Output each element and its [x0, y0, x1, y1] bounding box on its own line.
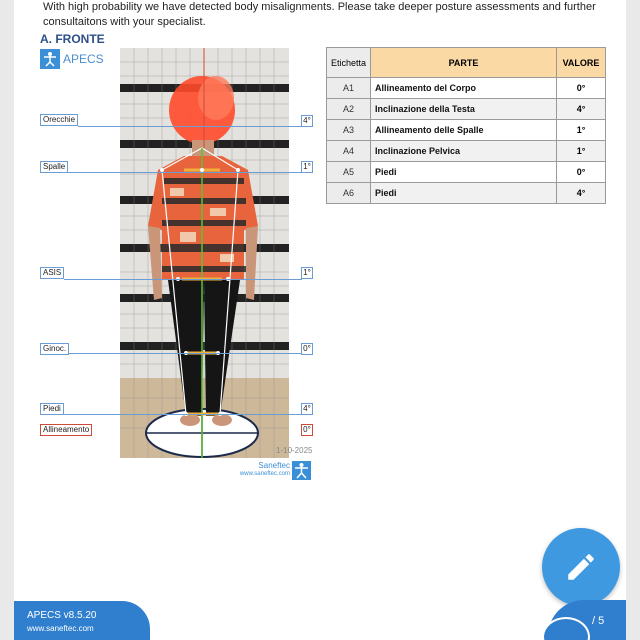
- row-part: Inclinazione Pelvica: [371, 141, 557, 162]
- row-value: 0°: [557, 78, 606, 99]
- row-tag: A5: [327, 162, 371, 183]
- row-value: 4°: [557, 183, 606, 204]
- saneftec-logo-icon: [292, 461, 311, 480]
- table-row: [327, 141, 606, 162]
- table-row: [327, 120, 606, 141]
- section-title: A. FRONTE: [40, 32, 105, 46]
- row-tag: A2: [327, 99, 371, 120]
- row-tag: A4: [327, 141, 371, 162]
- row-part: Piedi: [371, 162, 557, 183]
- page-count: / 5: [592, 615, 605, 627]
- row-part: Allineamento delle Spalle: [371, 120, 557, 141]
- label-ginoc: Ginoc.: [40, 343, 69, 355]
- brand-signature: [238, 461, 290, 479]
- row-value: 1°: [557, 120, 606, 141]
- table-row: [327, 78, 606, 99]
- vitruvian-icon: [40, 49, 60, 69]
- edit-fab-button[interactable]: [542, 528, 620, 606]
- value-asis: 1°: [301, 267, 313, 279]
- apecs-logo: [40, 49, 104, 69]
- label-orecchie: Orecchie: [40, 114, 78, 126]
- header-parte: PARTE: [371, 48, 557, 78]
- table-row: [327, 162, 606, 183]
- table-row: [327, 183, 606, 204]
- label-spalle: Spalle: [40, 161, 68, 173]
- header-valore: VALORE: [557, 48, 606, 78]
- table-header-row: [327, 48, 606, 78]
- label-allineamento: Allineamento: [40, 424, 92, 436]
- row-tag: A1: [327, 78, 371, 99]
- row-part: Allineamento del Corpo: [371, 78, 557, 99]
- value-ginoc: 0°: [301, 343, 313, 355]
- guide-line-piedi: [64, 414, 302, 415]
- report-page: [14, 0, 626, 640]
- table-row: [327, 99, 606, 120]
- pencil-icon: [564, 550, 598, 584]
- guide-line-ginoc: [68, 353, 302, 354]
- row-tag: A6: [327, 183, 371, 204]
- value-piedi: 4°: [301, 403, 313, 415]
- value-allineamento: 0°: [301, 424, 313, 436]
- row-part: Inclinazione della Testa: [371, 99, 557, 120]
- guide-line-orecchie: [78, 126, 302, 127]
- row-value: 1°: [557, 141, 606, 162]
- value-spalle: 1°: [301, 161, 313, 173]
- footer-url[interactable]: www.saneftec.com: [27, 624, 94, 633]
- app-footer: [14, 601, 150, 640]
- value-orecchie: 4°: [301, 115, 313, 127]
- brand-url: www.saneftec.com: [239, 471, 290, 477]
- posture-table: [326, 47, 606, 204]
- photo-date: 1-10-2025: [276, 446, 313, 455]
- brand-name: Saneftec: [258, 461, 290, 470]
- row-value: 0°: [557, 162, 606, 183]
- posture-photo: [120, 48, 289, 458]
- intro-text: With high probability we have detected body misalignments. Please take deeper posture assessments and further consultaitons with your specialist.: [43, 1, 596, 28]
- guide-line-asis: [64, 279, 302, 280]
- header-etichetta: Etichetta: [327, 48, 371, 78]
- label-piedi: Piedi: [40, 403, 64, 415]
- row-part: Piedi: [371, 183, 557, 204]
- row-value: 4°: [557, 99, 606, 120]
- label-asis: ASIS: [40, 267, 64, 279]
- guide-line-spalle: [68, 172, 302, 173]
- app-version: APECS v8.5.20: [27, 610, 97, 621]
- logo-text: APECS: [63, 52, 104, 66]
- row-tag: A3: [327, 120, 371, 141]
